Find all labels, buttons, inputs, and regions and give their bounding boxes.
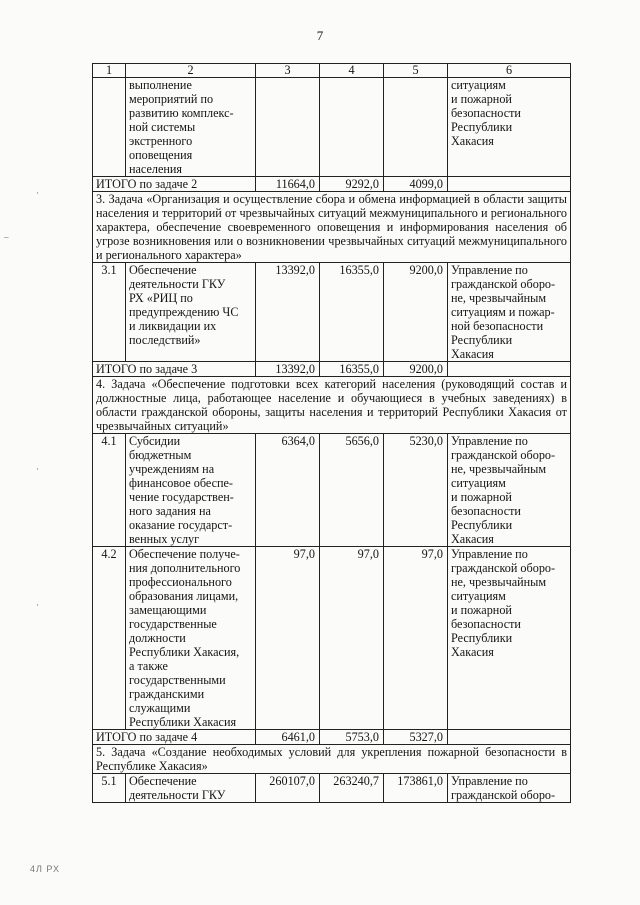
row-4-2-name: Обеспечение получе- ния дополнительного профессионального образования лицами, замещающими государственные должности Республики Хакасия, а также государственными гражданскими служащими Республики Хакасия [126,547,256,730]
task-5-heading: 5. Задача «Создание необходимых условий для укрепления пожарной безопасности в Республике Хакасия» [93,745,571,774]
task-5-row [93,745,571,774]
row-4-1-name: Субсидии бюджетным учреждениям на финансовое обеспе- чение государствен- ного задания на оказание государст- венных услуг [126,434,256,547]
task-3-row [93,192,571,263]
row-3-1-num: 3.1 [93,263,126,362]
total-task-2-exec [448,177,571,192]
header-col-6: 6 [448,64,571,78]
total-task-3-v3: 9200,0 [384,362,448,377]
total-task-2-label: ИТОГО по задаче 2 [93,177,256,192]
row-3-1-v2: 16355,0 [320,263,384,362]
scan-mark: · [36,600,39,610]
page-number: 7 [316,28,324,43]
program-table [92,63,571,803]
header-col-1: 1 [93,64,126,78]
row-5-1-num: 5.1 [93,774,126,803]
row-3-1-name: Обеспечение деятельности ГКУ РХ «РИЦ по предупреждению ЧС и ликвидации их последствий» [126,263,256,362]
row-4-1 [93,434,571,547]
total-task-4-row [93,730,571,745]
total-task-3-label: ИТОГО по задаче 3 [93,362,256,377]
row-4-2-v2: 97,0 [320,547,384,730]
row-4-1-v1: 6364,0 [256,434,320,547]
header-col-5: 5 [384,64,448,78]
row-4-2 [93,547,571,730]
continuation-row [93,78,571,177]
header-col-2: 2 [126,64,256,78]
row-4-2-v3: 97,0 [384,547,448,730]
row-5-1-v2: 263240,7 [320,774,384,803]
total-task-2-v1: 11664,0 [256,177,320,192]
row-5-1 [93,774,571,803]
footer-mark: 4Л РХ [30,864,61,874]
continuation-exec: ситуациям и пожарной безопасности Республики Хакасия [448,78,571,177]
row-4-2-num: 4.2 [93,547,126,730]
row-4-1-exec: Управление по гражданской оборо- не, чрезвычайным ситуациям и пожарной безопасности Республики Хакасия [448,434,571,547]
row-5-1-name: Обеспечение деятельности ГКУ [126,774,256,803]
scan-mark: · [36,464,39,474]
continuation-v2 [320,78,384,177]
table-header-row [93,64,571,78]
row-3-1-v1: 13392,0 [256,263,320,362]
total-task-3-exec [448,362,571,377]
total-task-4-label: ИТОГО по задаче 4 [93,730,256,745]
total-task-2-v3: 4099,0 [384,177,448,192]
total-task-3-v2: 16355,0 [320,362,384,377]
row-4-1-num: 4.1 [93,434,126,547]
total-task-4-v3: 5327,0 [384,730,448,745]
total-task-2-row [93,177,571,192]
row-5-1-exec: Управление по гражданской оборо- [448,774,571,803]
total-task-4-exec [448,730,571,745]
row-3-1-v3: 9200,0 [384,263,448,362]
total-task-2-v2: 9292,0 [320,177,384,192]
row-3-1-exec: Управление по гражданской оборо- не, чрезвычайным ситуациям и пожар- ной безопасности Республики Хакасия [448,263,571,362]
continuation-name: выполнение мероприятий по развитию комплекс- ной системы экстренного оповещения населения [126,78,256,177]
continuation-v3 [384,78,448,177]
task-3-heading: 3. Задача «Организация и осуществление сбора и обмена информацией в области защиты населения и территорий от чрезвычайных ситуаций межмуниципального и регионального характера, обеспечение своевременного оповещения и информирования населения об угрозе возникновения или о возникновении чрезвычайных ситуаций межмуниципального и регионального характера» [93,192,571,263]
continuation-num [93,78,126,177]
row-4-2-v1: 97,0 [256,547,320,730]
header-col-3: 3 [256,64,320,78]
row-5-1-v3: 173861,0 [384,774,448,803]
total-task-3-row [93,362,571,377]
row-4-2-exec: Управление по гражданской оборо- не, чрезвычайным ситуациям и пожарной безопасности Республики Хакасия [448,547,571,730]
row-4-1-v2: 5656,0 [320,434,384,547]
total-task-4-v1: 6461,0 [256,730,320,745]
row-3-1 [93,263,571,362]
scan-mark: · [36,188,39,198]
total-task-3-v1: 13392,0 [256,362,320,377]
task-4-heading: 4. Задача «Обеспечение подготовки всех категорий населения (руководящий состав и должностные лица, работающее население и обучающиеся в учебных заведениях) в области гражданской обороны, защиты населения и территорий Республики Хакасия от чрезвычайных ситуаций» [93,377,571,434]
scan-mark: – [4,232,9,242]
continuation-v1 [256,78,320,177]
task-4-row [93,377,571,434]
row-5-1-v1: 260107,0 [256,774,320,803]
total-task-4-v2: 5753,0 [320,730,384,745]
header-col-4: 4 [320,64,384,78]
row-4-1-v3: 5230,0 [384,434,448,547]
